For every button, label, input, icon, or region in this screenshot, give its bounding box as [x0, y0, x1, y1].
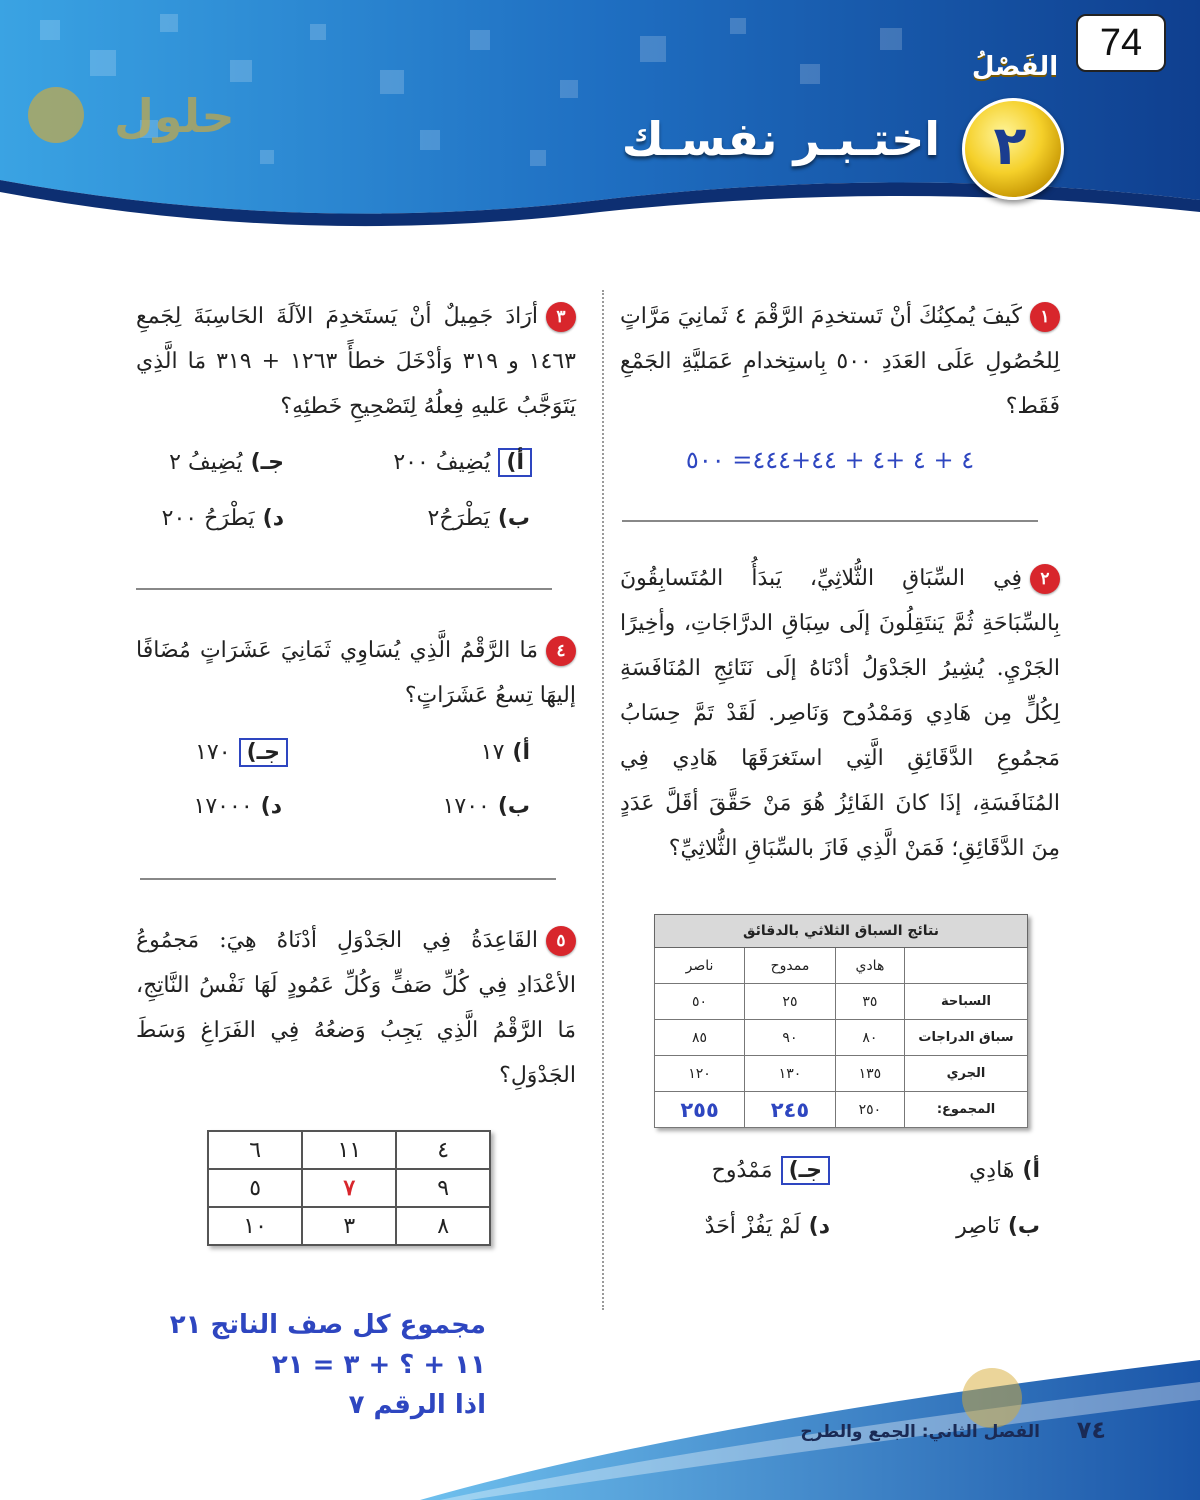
table-row-total [655, 1092, 1028, 1128]
q2-option-a [900, 1158, 1040, 1183]
table-header: ممدوح [745, 948, 836, 984]
table-cell: ٨٠ [835, 1020, 904, 1056]
option-letter: أ) [512, 740, 530, 765]
grid-cell: ٤ [396, 1131, 490, 1169]
q2-option-d [660, 1214, 830, 1239]
question-number-badge: ٥ [546, 926, 576, 956]
solution-line: ١١ + ؟ + ٣ = ٢١ [271, 1350, 486, 1380]
option-letter-selected: جـ) [239, 738, 288, 767]
option-text: نَاصِر [956, 1214, 1000, 1239]
question-1 [620, 294, 1060, 429]
question-number-badge: ١ [1030, 302, 1060, 332]
question-number-badge: ٣ [546, 302, 576, 332]
logo-icon [24, 80, 234, 150]
option-text: مَمْدُوح [711, 1158, 773, 1183]
table-header-row [655, 948, 1028, 984]
option-letter: ب) [497, 794, 530, 819]
q3-option-d [146, 506, 284, 531]
grid-cell: ١١ [302, 1131, 396, 1169]
question-text: فِي السِّبَاقِ الثُّلاثِيِّ، يَبدَأُ المُتَسابِقُونَ بِالسِّبَاحَةِ ثُمَّ يَنتَقِلُونَ إلَى سِبَاقِ الدرَّاجَاتِ، وأخِيرًا الجَرْيِ. يُشِيرُ الجَدْوَلُ أدْنَاهُ إلَى نَتَائِجِ المُنَافَسَةِ لِكُلٍّ مِن هَادِي وَمَمْدُوح وَنَاصِر. لَقَدْ تَمَّ حِسَابُ مَجمُوعِ الدَّقَائِقِ الَّتِي استَغرَقَهَا هَادِي فِي المُنَافَسَةِ، إذَا كانَ الفَائِزُ هُوَ مَنْ حَقَّقَ أقَلَّ عَدَدٍ مِنَ الدَّقَائِقِ؛ فَمَنْ الَّذِي فَازَ بالسِّبَاقِ الثُّلاثِيِّ؟ [620, 566, 1060, 861]
divider [622, 520, 1038, 522]
option-text: ١٧ [480, 740, 505, 765]
table-row [655, 984, 1028, 1020]
table-cell: ٣٥ [835, 984, 904, 1020]
table-row [655, 1056, 1028, 1092]
row-label: السباحة [905, 984, 1028, 1020]
q4-option-c [178, 740, 288, 765]
footer-chapter-title: الفصل الثاني: الجمع والطرح [800, 1422, 1040, 1442]
q4-option-a [436, 740, 530, 765]
table-cell-handwritten: ٢٤٥ [745, 1092, 836, 1128]
option-text: يُضِيفُ ٢٠٠ [393, 450, 491, 475]
section-title: اختـبـر نفسـك [621, 112, 940, 166]
table-cell: ٢٥ [745, 984, 836, 1020]
solution-line: اذا الرقم ٧ [348, 1390, 486, 1420]
option-text: يَطْرَحُ ٢٠٠ [161, 506, 255, 531]
question-text: أرَادَ جَمِيلٌ أنْ يَستَخدِمَ الآلَةَ الحَاسِبَةَ لِجَمعِ ١٤٦٣ و ٣١٩ وَأدْخَلَ خطأً ١٢٦٣ + ٣١٩ مَا الَّذِي يَتَوَجَّبُ عَليهِ فِعلُهُ لِتَصْحِيحِ خَطئِهِ؟ [136, 304, 576, 419]
option-letter: د) [260, 794, 282, 819]
option-letter: ب) [1007, 1214, 1040, 1239]
grid-cell: ٩ [396, 1169, 490, 1207]
row-label: المجموع: [905, 1092, 1028, 1128]
grid-cell: ٣ [302, 1207, 396, 1245]
question-3 [136, 294, 576, 429]
question-number-badge: ٢ [1030, 564, 1060, 594]
solution-line: مجموع كل صف الناتج ٢١ [169, 1310, 486, 1340]
divider [140, 878, 556, 880]
table-header: هادي [835, 948, 904, 984]
table-cell: ٨٥ [655, 1020, 745, 1056]
divider [136, 588, 552, 590]
question-text: مَا الرَّقْمُ الَّذِي يُسَاوِي ثَمَانِيَ عَشَرَاتٍ مُضَافًا إليهَا تِسعُ عَشَرَاتٍ؟ [136, 638, 576, 708]
option-letter: د) [262, 506, 284, 531]
option-letter: جـ) [250, 450, 284, 475]
page-number-box: 74 [1076, 14, 1166, 72]
table-header [905, 948, 1028, 984]
grid-cell: ٨ [396, 1207, 490, 1245]
table-cell: ١٣٥ [835, 1056, 904, 1092]
question-text: القَاعِدَةُ فِي الجَدْوَلِ أدْنَاهُ هِيَ: مَجمُوعُ الأعْدَادِ فِي كُلِّ صَفٍّ وَكُلِّ عَمُودٍ لَهَا نَفْسُ النَّاتِجِ، مَا الرَّقْمُ الَّذِي يَجِبُ وَضعُهُ فِي الفَرَاغِ وَسَطَ الجَدْوَلِ؟ [136, 928, 576, 1088]
option-letter: أ) [1022, 1158, 1040, 1183]
option-text: لَمْ يَفُزْ أحَدٌ [704, 1214, 801, 1239]
race-results-table [654, 914, 1028, 1128]
table-row [208, 1169, 490, 1207]
option-letter: ب) [497, 506, 530, 531]
grid-cell: ١٠ [208, 1207, 302, 1245]
option-text: ١٧٠ [195, 740, 231, 765]
question-5 [136, 918, 576, 1098]
footer-page-number: ٧٤ [1076, 1416, 1106, 1444]
table-caption: نتائج السباق الثلاثي بالدقائق [655, 915, 1028, 948]
svg-text:حلول: حلول [114, 89, 234, 143]
option-text: يَطْرَحُ٢ [427, 506, 490, 531]
q2-option-b [900, 1214, 1040, 1239]
table-cell-handwritten: ٢٥٥ [655, 1092, 745, 1128]
q3-option-a [360, 450, 532, 475]
q3-option-b [410, 506, 530, 531]
watermark-logo [24, 80, 234, 150]
option-letter-selected: جـ) [781, 1156, 830, 1185]
table-cell: ١٢٠ [655, 1056, 745, 1092]
grid-cell-answer: ٧ [302, 1169, 396, 1207]
option-text: هَادِي [969, 1158, 1015, 1183]
table-row [208, 1131, 490, 1169]
table-header: ناصر [655, 948, 745, 984]
chapter-number: ٢ [993, 114, 1027, 177]
option-text: ١٧٠٠ [442, 794, 490, 819]
column-divider [602, 290, 604, 1310]
question-4 [136, 628, 576, 718]
table-cell: ٥٠ [655, 984, 745, 1020]
table-cell: ٢٥٠ [835, 1092, 904, 1128]
q1-answer: ٤ + ٤ +٤ + ٤٤+٤٤٤= ٥٠٠ [685, 446, 975, 474]
q4-option-d [172, 794, 282, 819]
magic-square-table [207, 1130, 491, 1246]
row-label: سباق الدراجات [905, 1020, 1028, 1056]
option-text: ١٧٠٠٠ [193, 794, 253, 819]
question-number-badge: ٤ [546, 636, 576, 666]
q4-option-b [436, 794, 530, 819]
question-2 [620, 556, 1060, 871]
table-cell: ١٣٠ [745, 1056, 836, 1092]
page-header [0, 0, 1200, 260]
grid-cell: ٥ [208, 1169, 302, 1207]
table-cell: ٩٠ [745, 1020, 836, 1056]
question-text: كَيفَ يُمكِنُكَ أنْ تَستخدِمَ الرَّقْمَ ٤ ثَمانِيَ مَرَّاتٍ لِلحُصُولِ عَلَى العَدَدِ ٥٠٠ بِاستِخدامِ عَمَليَّةِ الجَمْعِ فَقَط؟ [620, 304, 1060, 419]
q2-option-c [680, 1158, 830, 1183]
grid-cell: ٦ [208, 1131, 302, 1169]
logo-icon [962, 1368, 1022, 1428]
chapter-label: الفَصْلُ [971, 52, 1059, 82]
table-row [208, 1207, 490, 1245]
option-letter: د) [808, 1214, 830, 1239]
table-row [655, 1020, 1028, 1056]
option-text: يُضِيفُ ٢ [169, 450, 243, 475]
row-label: الجري [905, 1056, 1028, 1092]
q3-option-c [150, 450, 284, 475]
option-letter-selected: أ) [498, 448, 532, 477]
